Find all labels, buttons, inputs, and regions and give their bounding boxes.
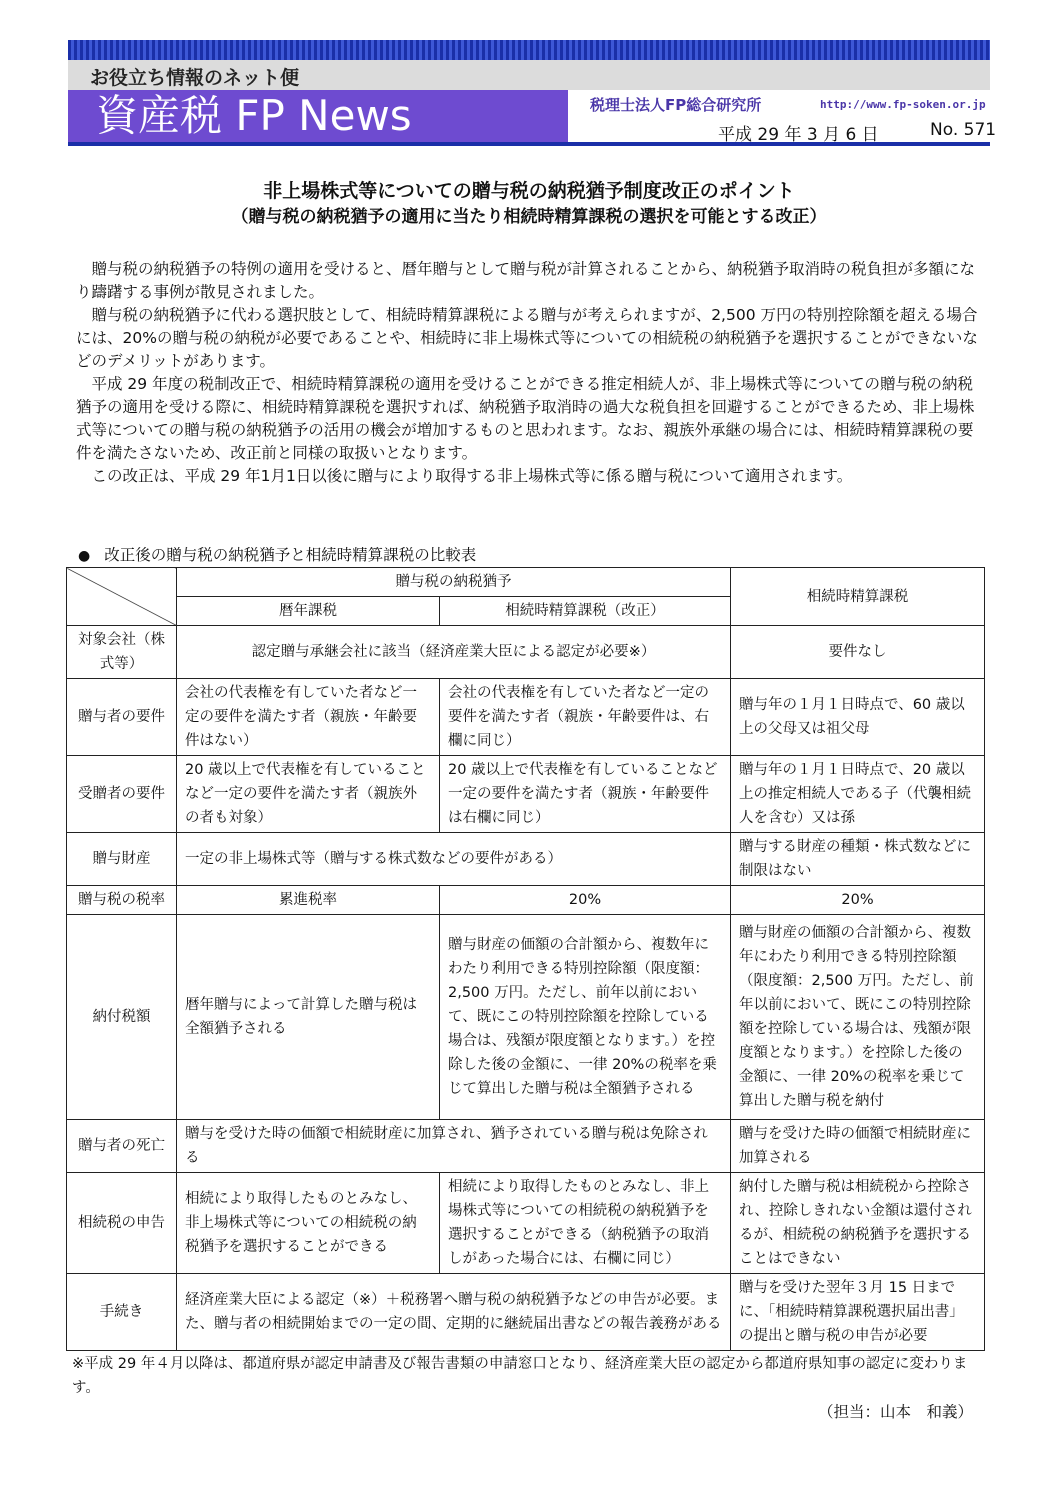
table-heading (78, 543, 476, 565)
row-label: 贈与者の要件 (67, 679, 177, 756)
header-top-bar (68, 40, 990, 60)
table-corner-cell (67, 568, 177, 626)
row-label: 相続税の申告 (67, 1173, 177, 1274)
table-cell: 贈与を受けた時の価額で相続財産に加算される (731, 1120, 985, 1173)
table-cell: 贈与年の１月１日時点で、20 歳以上の推定相続人である子（代襲相続人を含む）又は孫 (731, 756, 985, 833)
table-cell: 20% (440, 886, 731, 915)
table-header-row (67, 568, 985, 597)
table-row (67, 1120, 985, 1173)
issue-number: No. 571 (930, 120, 997, 140)
paragraph: 贈与税の納税猶予に代わる選択肢として、相続時精算課税による贈与が考えられますが、2,500 万円の特別控除額を超える場合には、20%の贈与税の納税が必要であることや、相続時に非上場株式等についての相続税の納税猶予を選択することができないなどのデメリットがあります。 (76, 306, 978, 370)
row-label: 対象会社（株式等） (67, 626, 177, 679)
row-label: 贈与者の死亡 (67, 1120, 177, 1173)
table-row (67, 915, 985, 1120)
bullet-icon: ● (78, 548, 91, 564)
table-cell: 贈与を受けた時の価額で相続財産に加算され、猶予されている贈与税は免除される (177, 1120, 731, 1173)
row-label: 贈与税の税率 (67, 886, 177, 915)
table-cell: 要件なし (731, 626, 985, 679)
comparison-table (66, 567, 985, 1351)
table-cell: 贈与する財産の種類・株式数などに制限はない (731, 833, 985, 886)
table-cell: 贈与を受けた翌年３月 15 日までに、「相続時精算課税選択届出書」の提出と贈与税の申告が必要 (731, 1274, 985, 1351)
table-cell: 贈与年の１月１日時点で、60 歳以上の父母又は祖父母 (731, 679, 985, 756)
firm-name: 税理士法人FP総合研究所 (590, 96, 762, 114)
table-row (67, 1274, 985, 1351)
header-col1-cell: 暦年課税 (177, 597, 440, 626)
article-body (76, 258, 986, 488)
paragraph: 贈与税の納税猶予の特例の適用を受けると、暦年贈与として贈与税が計算されることから、納税猶予取消時の税負担が多額になり躊躇する事例が散見されました。 (76, 260, 976, 301)
header-group-cell: 贈与税の納税猶予 (177, 568, 731, 597)
table-heading-text: 改正後の贈与税の納税猶予と相続時精算課税の比較表 (104, 546, 477, 564)
article-title: 非上場株式等についての贈与税の納税猶予制度改正のポイント (263, 180, 795, 202)
header-col2-cell: 相続時精算課税（改正） (440, 597, 731, 626)
table-cell: 一定の非上場株式等（贈与する株式数などの要件がある） (177, 833, 731, 886)
table-row (67, 1173, 985, 1274)
table-row (67, 679, 985, 756)
row-label: 手続き (67, 1274, 177, 1351)
footnote: ※平成 29 年４月以降は、都道府県が認定申請書及び報告書類の申請窓口となり、経済産業大臣の認定から都道府県知事の認定に変わります。 (72, 1356, 968, 1396)
table-cell: 贈与財産の価額の合計額から、複数年にわたり利用できる特別控除額（限度額：2,500 万円。ただし、前年以前において、既にこの特別控除額を控除している場合は、残額が限度額となります。）を控除した後の金額に、一律 20%の税率を乗じて算出した贈与税は全額猶予される (440, 915, 731, 1120)
article-subtitle: （贈与税の納税猶予の適用に当たり相続時精算課税の選択を可能とする改正） (231, 207, 827, 227)
author-credit: （担当：山本 和義） (818, 1403, 974, 1421)
issue-date: 平成 29 年 3 月 6 日 (718, 125, 879, 145)
table-cell: 会社の代表権を有していた者など一定の要件を満たす者（親族・年齢要件は、右欄に同じ） (440, 679, 731, 756)
table-cell: 納付した贈与税は相続税から控除され、控除しきれない金額は還付されるが、相続税の納税猶予を選択することはできない (731, 1173, 985, 1274)
table-cell: 暦年贈与によって計算した贈与税は全額猶予される (177, 915, 440, 1120)
table-cell: 20 歳以上で代表権を有していることなど一定の要件を満たす者（親族外の者も対象） (177, 756, 440, 833)
firm-url[interactable]: http://www.fp-soken.or.jp (820, 98, 986, 111)
table-cell: 相続により取得したものとみなし、非上場株式等についての相続税の納税猶予を選択することができる（納税猶予の取消しがあった場合には、右欄に同じ） (440, 1173, 731, 1274)
table-cell: 会社の代表権を有していた者など一定の要件を満たす者（親族・年齢要件はない） (177, 679, 440, 756)
table-row (67, 626, 985, 679)
table-row (67, 756, 985, 833)
table-cell: 20 歳以上で代表権を有していることなど一定の要件を満たす者（親族・年齢要件は右欄に同じ） (440, 756, 731, 833)
row-label: 贈与財産 (67, 833, 177, 886)
paragraph: この改正は、平成 29 年1月1日以後に贈与により取得する非上場株式等に係る贈与税について適用されます。 (91, 467, 853, 485)
table-cell: 累進税率 (177, 886, 440, 915)
newsletter-title: 資産税 FP News (96, 91, 412, 140)
header-col3-cell: 相続時精算課税 (731, 568, 985, 626)
row-label: 受贈者の要件 (67, 756, 177, 833)
paragraph: 平成 29 年度の税制改正で、相続時精算課税の適用を受けることができる推定相続人が、非上場株式等についての贈与税の納税猶予の適用を受ける際に、相続時精算課税を選択すれば、納税猶予取消時の過大な税負担を回避することができるため、非上場株式等についての贈与税の納税猶予の活用の機会が増加するものと思われます。なお、親族外承継の場合には、相続時精算課税の要件を満たさないため、改正前と同様の取扱いとなります。 (76, 375, 975, 462)
table-cell: 経済産業大臣による認定（※）＋税務署へ贈与税の納税猶予などの申告が必要。また、贈与者の相続開始までの一定の間、定期的に継続届出書などの報告義務がある (177, 1274, 731, 1351)
table-cell: 相続により取得したものとみなし、非上場株式等についての相続税の納税猶予を選択することができる (177, 1173, 440, 1274)
table-row (67, 886, 985, 915)
newsletter-tagline: お役立ち情報のネット便 (90, 67, 300, 89)
table-row (67, 833, 985, 886)
table-cell: 20% (731, 886, 985, 915)
row-label: 納付税額 (67, 915, 177, 1120)
table-cell: 認定贈与承継会社に該当（経済産業大臣による認定が必要※） (177, 626, 731, 679)
table-cell: 贈与財産の価額の合計額から、複数年にわたり利用できる特別控除額（限度額：2,500 万円。ただし、前年以前において、既にこの特別控除額を控除している場合は、残額が限度額となります。）を控除した後の金額に、一律 20%の税率を乗じて算出した贈与税を納付 (731, 915, 985, 1120)
